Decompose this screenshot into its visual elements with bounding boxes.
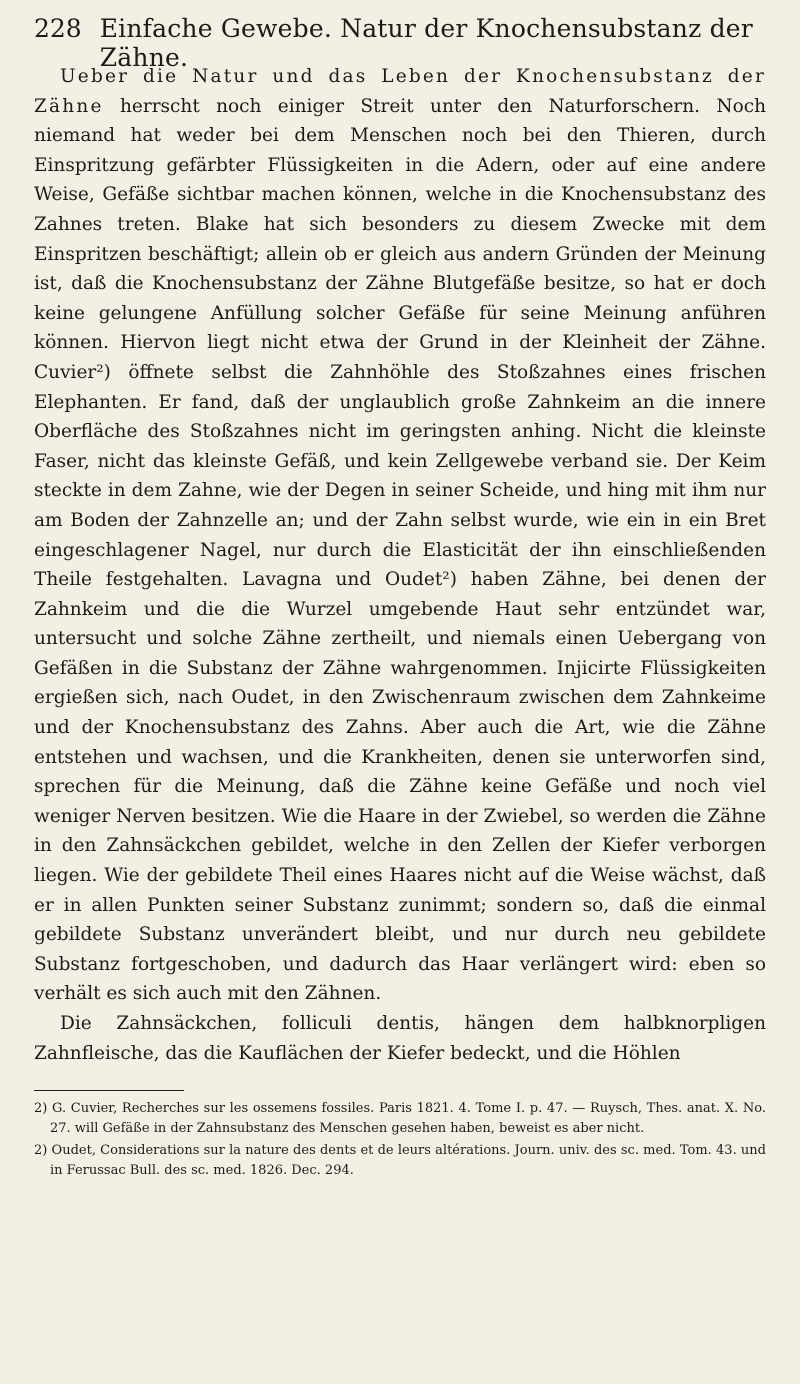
paragraph <box>34 1009 766 1068</box>
paragraph-text: herrscht noch einiger Streit unter den Naturforschern. Noch niemand hat weder bei dem Menschen noch bei den Thieren, durch Einspritzung gefärbter Flüssigkeiten in die Adern, oder auf eine andere Weise, Gefäße sichtbar machen können, welche in die Knochensubstanz des Zahnes treten. Blake hat sich besonders zu diesem Zwecke mit dem Einspritzen beschäftigt; allein ob er gleich aus andern Gründen der Meinung ist, daß die Knochensubstanz der Zähne Blutgefäße besitze, so hat er doch keine gelungene Anfüllung solcher Gefäße für seine Meinung anführen können. Hiervon liegt nicht etwa der Grund in der Kleinheit der Zähne. Cuvier²) öffnete selbst die Zahnhöhle des Stoßzahnes eines frischen Elephanten. Er fand, daß der unglaublich große Zahnkeim an die innere Oberfläche des Stoßzahnes nicht im geringsten anhing. Nicht die kleinste Faser, nicht das kleinste Gefäß, und kein Zellgewebe verband sie. Der Keim steckte in dem Zahne, wie der Degen in seiner Scheide, und hing mit ihm nur am Boden der Zahnzelle an; und der Zahn selbst wurde, wie ein in ein Bret eingeschlagener Nagel, nur durch die Elasticität der ihn einschließenden Theile festgehalten. Lavagna und Oudet²) haben Zähne, bei denen der Zahnkeim und die die Wurzel umgebende Haut sehr entzündet war, untersucht und solche Zähne zertheilt, und niemals einen Uebergang von Gefäßen in die Substanz der Zähne wahrgenommen. Injicirte Flüssigkeiten ergießen sich, nach Oudet, in den Zwischenraum zwischen dem Zahnkeime und der Knochensubstanz des Zahns. Aber auch die Art, wie die Zähne entstehen und wachsen, und die Krankheiten, denen sie unterworfen sind, sprechen für die Meinung, daß die Zähne keine Gefäße und noch viel weniger Nerven besitzen. Wie die Haare in der Zwiebel, so werden die Zähne in den Zahnsäckchen gebildet, welche in den Zellen der Kiefer verborgen liegen. Wie der gebildete Theil eines Haares nicht auf die Weise wächst, daß er in allen Punkten seiner Substanz zunimmt; sondern so, daß die einmal gebildete Substanz unverändert bleibt, und nur durch neu gebildete Substanz fortgeschoben, und dadurch das Haar verlängert wird: eben so verhält es sich auch mit den Zähnen. <box>34 95 766 1005</box>
page-header <box>34 14 766 72</box>
page-number: 228 <box>34 14 82 43</box>
paragraph-lead: Ueber die Natur und das Leben der Knochensubstanz der Zähne <box>34 66 766 117</box>
paragraph-text: Die Zahnsäckchen, folliculi dentis, hängen dem halbknorpligen Zahnfleische, das die Kauflächen der Kiefer bedeckt, und die Höhlen <box>34 1013 766 1064</box>
footnote-rule <box>34 1090 184 1091</box>
footnote: 2) G. Cuvier, Recherches sur les ossemens fossiles. Paris 1821. 4. Tome I. p. 47. — Ruysch, Thes. anat. X. No. 27. will Gefäße in der Zahnsubstanz des Menschen gesehen haben, beweist es aber nicht. <box>34 1101 766 1136</box>
running-title: Einfache Gewebe. Natur der Knochensubstanz der Zähne. <box>99 14 753 72</box>
footnote: 2) Oudet, Considerations sur la nature des dents et de leurs altérations. Journ. univ. des sc. med. Tom. 43. und in Ferussac Bull. des sc. med. 1826. Dec. 294. <box>34 1143 766 1178</box>
paragraph <box>34 62 766 1009</box>
footnotes <box>34 1090 766 1180</box>
body-text <box>34 62 766 1068</box>
